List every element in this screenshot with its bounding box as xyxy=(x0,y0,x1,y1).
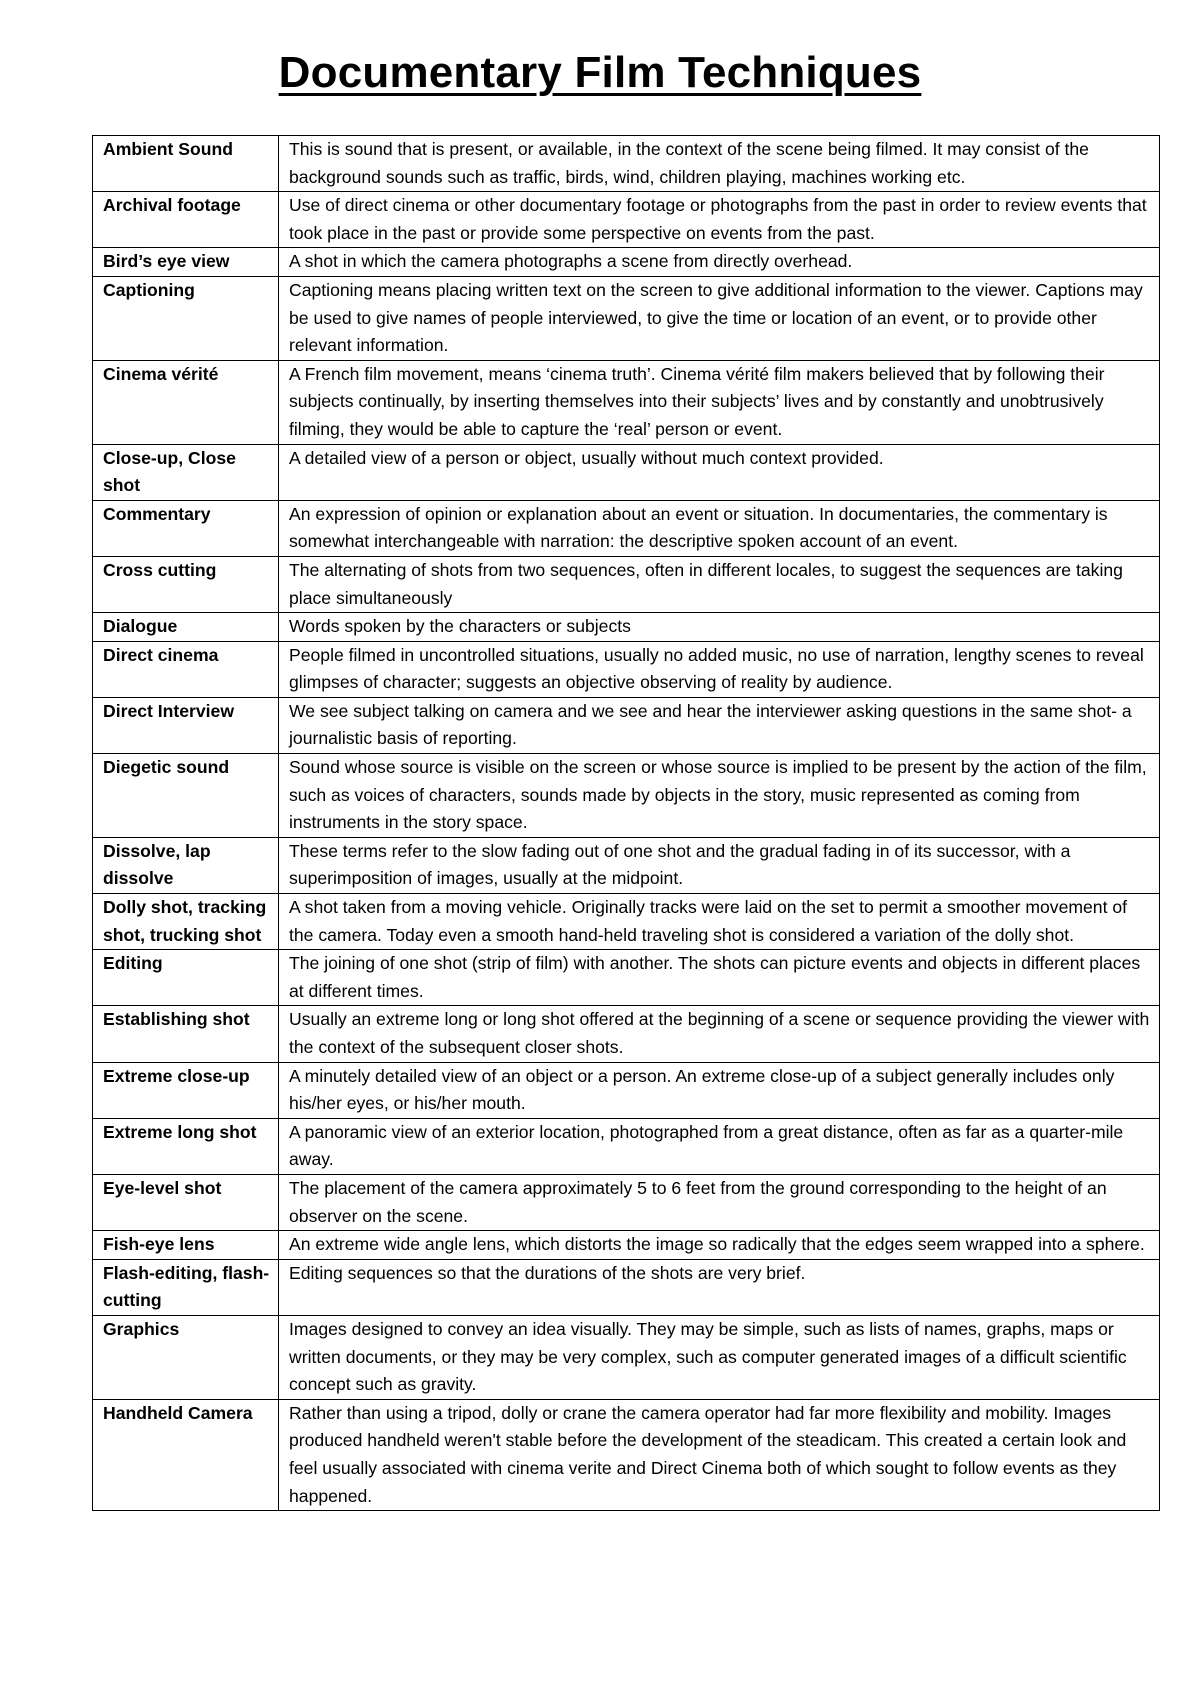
table-row xyxy=(93,1174,1160,1230)
term-cell: Close-up, Close shot xyxy=(93,444,279,500)
term-cell: Cross cutting xyxy=(93,556,279,612)
definition-cell: The joining of one shot (strip of film) with another. The shots can picture events and objects in different places at different times. xyxy=(279,950,1160,1006)
term-cell: Handheld Camera xyxy=(93,1399,279,1510)
definition-cell: A French film movement, means ‘cinema truth’. Cinema vérité film makers believed that by following their subjects continually, by inserting themselves into their subjects’ lives and by constantly and unobtrusively filming, they would be able to capture the ‘real’ person or event. xyxy=(279,360,1160,444)
definition-cell: Usually an extreme long or long shot offered at the beginning of a scene or sequence providing the viewer with the context of the subsequent closer shots. xyxy=(279,1006,1160,1062)
table-row xyxy=(93,1118,1160,1174)
definition-cell: The placement of the camera approximately 5 to 6 feet from the ground corresponding to the height of an observer on the scene. xyxy=(279,1174,1160,1230)
term-cell: Cinema vérité xyxy=(93,360,279,444)
definition-cell: A minutely detailed view of an object or a person. An extreme close-up of a subject generally includes only his/her eyes, or his/her mouth. xyxy=(279,1062,1160,1118)
table-row xyxy=(93,192,1160,248)
definition-cell: Words spoken by the characters or subjects xyxy=(279,613,1160,642)
definition-cell: An expression of opinion or explanation about an event or situation. In documentaries, the commentary is somewhat interchangeable with narration: the descriptive spoken account of an event. xyxy=(279,500,1160,556)
term-cell: Captioning xyxy=(93,276,279,360)
table-row xyxy=(93,837,1160,893)
table-row xyxy=(93,556,1160,612)
term-cell: Direct cinema xyxy=(93,641,279,697)
definition-cell: People filmed in uncontrolled situations, usually no added music, no use of narration, lengthy scenes to reveal glimpses of character; suggests an objective observing of reality by audience. xyxy=(279,641,1160,697)
term-cell: Dolly shot, tracking shot, trucking shot xyxy=(93,894,279,950)
glossary-table xyxy=(92,135,1160,1511)
term-cell: Bird’s eye view xyxy=(93,248,279,277)
term-cell: Graphics xyxy=(93,1315,279,1399)
table-row xyxy=(93,136,1160,192)
definition-cell: A detailed view of a person or object, usually without much context provided. xyxy=(279,444,1160,500)
definition-cell: Rather than using a tripod, dolly or crane the camera operator had far more flexibility and mobility. Images produced handheld weren't stable before the development of the steadicam. This created a certain look and feel usually associated with cinema verite and Direct Cinema both of which sought to follow events as they happened. xyxy=(279,1399,1160,1510)
table-row xyxy=(93,950,1160,1006)
definition-cell: These terms refer to the slow fading out of one shot and the gradual fading in of its successor, with a superimposition of images, usually at the midpoint. xyxy=(279,837,1160,893)
table-row xyxy=(93,754,1160,838)
table-row xyxy=(93,500,1160,556)
table-row xyxy=(93,276,1160,360)
definition-cell: Sound whose source is visible on the screen or whose source is implied to be present by the action of the film, such as voices of characters, sounds made by objects in the story, music represented as coming from instruments in the story space. xyxy=(279,754,1160,838)
definition-cell: A panoramic view of an exterior location, photographed from a great distance, often as far as a quarter-mile away. xyxy=(279,1118,1160,1174)
table-row xyxy=(93,641,1160,697)
definition-cell: Editing sequences so that the durations of the shots are very brief. xyxy=(279,1259,1160,1315)
table-row xyxy=(93,248,1160,277)
term-cell: Diegetic sound xyxy=(93,754,279,838)
term-cell: Flash-editing, flash-cutting xyxy=(93,1259,279,1315)
table-row xyxy=(93,444,1160,500)
term-cell: Archival footage xyxy=(93,192,279,248)
table-row xyxy=(93,1315,1160,1399)
table-row xyxy=(93,1062,1160,1118)
table-row xyxy=(93,894,1160,950)
table-row xyxy=(93,697,1160,753)
table-row xyxy=(93,360,1160,444)
term-cell: Eye-level shot xyxy=(93,1174,279,1230)
term-cell: Ambient Sound xyxy=(93,136,279,192)
definition-cell: Captioning means placing written text on the screen to give additional information to the viewer. Captions may be used to give names of people interviewed, to give the time or location of an event, or to provide other relevant information. xyxy=(279,276,1160,360)
page-title: Documentary Film Techniques xyxy=(278,48,922,97)
term-cell: Extreme close-up xyxy=(93,1062,279,1118)
table-row xyxy=(93,613,1160,642)
table-row xyxy=(93,1399,1160,1510)
definition-cell: Use of direct cinema or other documentary footage or photographs from the past in order to review events that took place in the past or provide some perspective on events from the past. xyxy=(279,192,1160,248)
definition-cell: Images designed to convey an idea visually. They may be simple, such as lists of names, graphs, maps or written documents, or they may be very complex, such as computer generated images of a difficult scientific concept such as gravity. xyxy=(279,1315,1160,1399)
term-cell: Dissolve, lap dissolve xyxy=(93,837,279,893)
table-row xyxy=(93,1231,1160,1260)
definition-cell: A shot taken from a moving vehicle. Originally tracks were laid on the set to permit a smoother movement of the camera. Today even a smooth hand-held traveling shot is considered a variation of the dolly shot. xyxy=(279,894,1160,950)
definition-cell: The alternating of shots from two sequences, often in different locales, to suggest the sequences are taking place simultaneously xyxy=(279,556,1160,612)
definition-cell: We see subject talking on camera and we see and hear the interviewer asking questions in the same shot- a journalistic basis of reporting. xyxy=(279,697,1160,753)
term-cell: Fish-eye lens xyxy=(93,1231,279,1260)
term-cell: Extreme long shot xyxy=(93,1118,279,1174)
term-cell: Establishing shot xyxy=(93,1006,279,1062)
definition-cell: This is sound that is present, or available, in the context of the scene being filmed. It may consist of the background sounds such as traffic, birds, wind, children playing, machines working etc. xyxy=(279,136,1160,192)
term-cell: Commentary xyxy=(93,500,279,556)
term-cell: Direct Interview xyxy=(93,697,279,753)
table-row xyxy=(93,1006,1160,1062)
table-row xyxy=(93,1259,1160,1315)
term-cell: Dialogue xyxy=(93,613,279,642)
definition-cell: A shot in which the camera photographs a scene from directly overhead. xyxy=(279,248,1160,277)
term-cell: Editing xyxy=(93,950,279,1006)
definition-cell: An extreme wide angle lens, which distorts the image so radically that the edges seem wrapped into a sphere. xyxy=(279,1231,1160,1260)
